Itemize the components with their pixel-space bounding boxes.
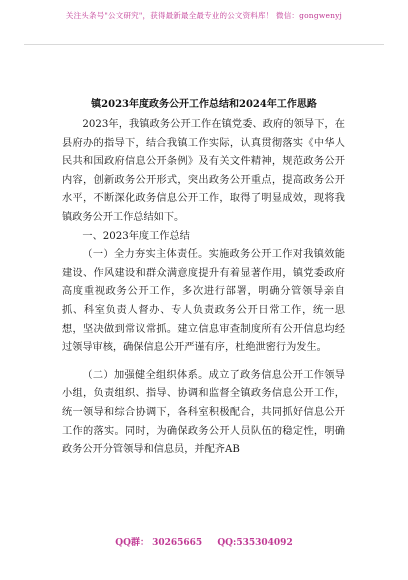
header-banner: 关注头条号"公文研究"，获得最新最全最专业的公文资料库！ 微信：gongwenyj — [65, 11, 343, 20]
section-heading: 一、2023年度工作总结 — [82, 230, 190, 242]
footer-qq-number: QQ:535304092 — [217, 538, 293, 548]
footer-qq-group: QQ群： 30265665 — [115, 538, 203, 548]
paragraph-gap — [62, 358, 345, 367]
document-title: 镇2023年度政务公开工作总结和2024年工作思路 — [91, 99, 317, 110]
document-body — [62, 116, 345, 460]
paragraph-responsibility: （一）全力夯实主体责任。实施政务公开工作对我镇效能建设、作风建设和群众满意度提升有着显著作用，镇党委政府高度重视政务公开工作，多次进行部署，明确分管领导亲自抓、科室负责人督办、专人负责政务公开日常工作，统一思想，坚决做到常议常抓。建立信息审查制度所有公开信息均经过领导审核，确保信息公开严谨有序，杜绝泄密行为发生。 — [62, 249, 345, 354]
header-divider — [24, 44, 384, 45]
paragraph-intro: 2023年，我镇政务公开工作在镇党委、政府的领导下，在县府办的指导下，结合我镇工作实际，认真贯彻落实《中华人民共和国政府信息公开条例》及有关文件精神，规范政务公开内容，创新政务公开形式，突出政务公开重点，提高政务公开水平，不断深化政务信息公开工作，取得了明显成效，现将我镇政务公开工作总结如下。 — [62, 119, 345, 223]
footer-contact — [0, 535, 408, 548]
paragraph-organization: （二）加强健全组织体系。成立了政务信息公开工作领导小组，负责组织、指导、协调和监督全镇政务信息公开工作，统一领导和综合协调下，各科室积极配合，共同抓好信息公开工作的落实。同时，为确保政务公开人员队伍的稳定性，明确政务公开分管领导和信息员，并配齐AB — [62, 369, 345, 456]
